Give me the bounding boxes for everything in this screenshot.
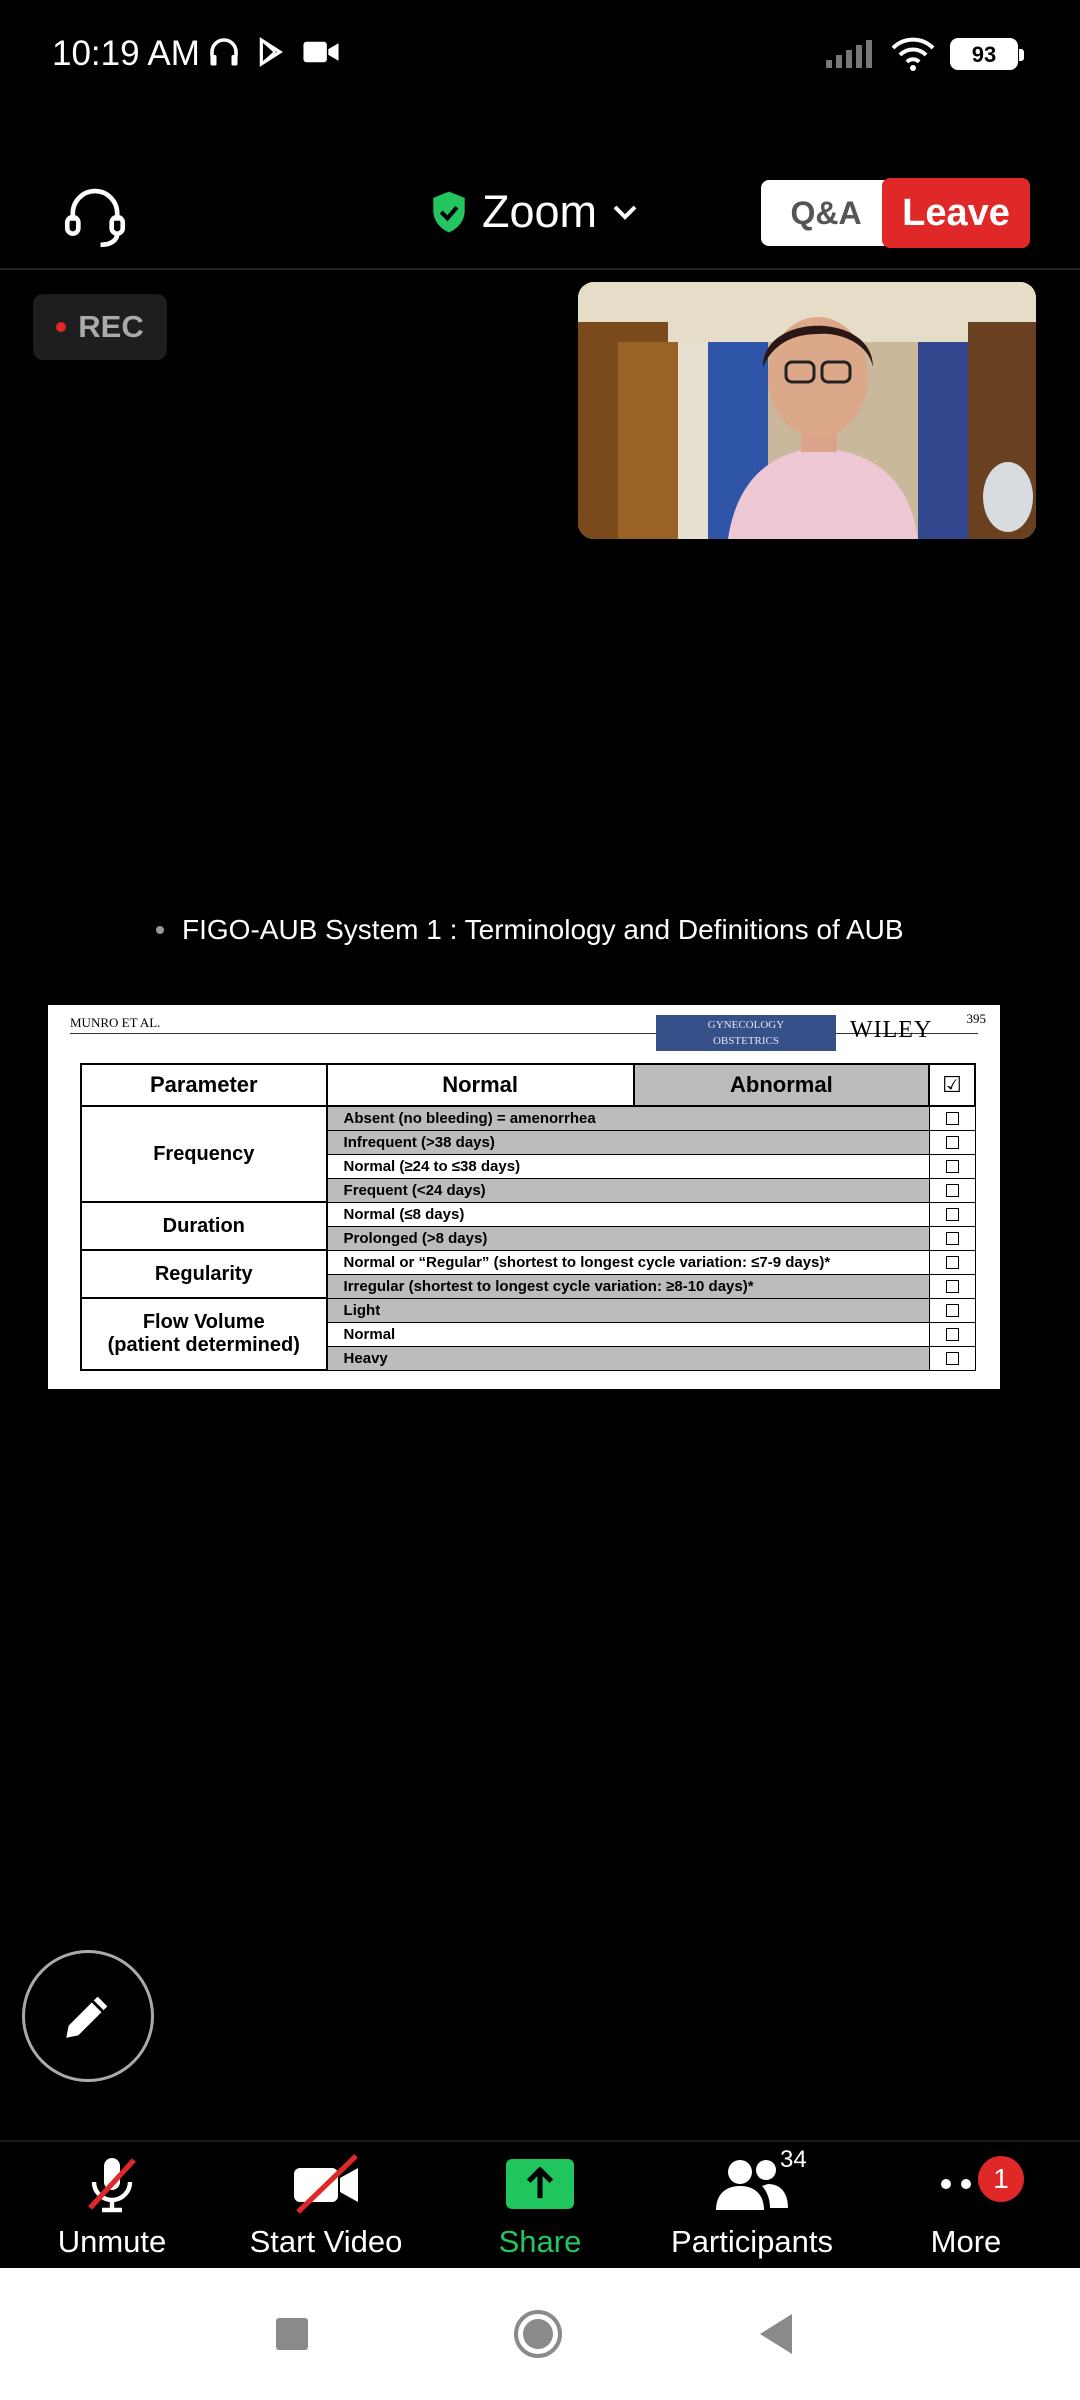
battery-icon — [950, 38, 1018, 70]
slide-bullet-point — [156, 914, 904, 946]
checkbox-cell — [929, 1298, 975, 1322]
journal-line-2: OBSTETRICS — [712, 1035, 779, 1047]
definition-cell: Normal (≥24 to ≤38 days) — [327, 1154, 930, 1178]
table-row — [81, 1298, 975, 1322]
participant-video-image — [578, 282, 1036, 539]
more-button[interactable] — [866, 2152, 1066, 2260]
table-header-row — [81, 1064, 975, 1106]
checkbox-cell — [929, 1178, 975, 1202]
start-video-label: Start Video — [249, 2224, 403, 2259]
participants-label: Participants — [671, 2224, 833, 2259]
checkbox-cell — [929, 1346, 975, 1370]
definition-cell: Normal (≤8 days) — [327, 1202, 930, 1226]
checkbox-icon — [946, 1352, 959, 1365]
checkbox-cell — [929, 1154, 975, 1178]
recording-badge[interactable] — [33, 294, 167, 360]
parameter-cell: Frequency — [81, 1106, 327, 1202]
journal-logo — [656, 1015, 836, 1051]
meeting-toolbar — [0, 2140, 1080, 2268]
checkbox-icon — [946, 1328, 959, 1341]
header-parameter: Parameter — [81, 1064, 327, 1106]
checkbox-cell — [929, 1130, 975, 1154]
definition-cell: Irregular (shortest to longest cycle variation: ≥8-10 days)* — [327, 1274, 930, 1298]
microphone-muted-icon — [80, 2152, 144, 2216]
parameter-cell: Duration — [81, 1202, 327, 1250]
definition-cell: Normal — [327, 1322, 930, 1346]
header-normal: Normal — [327, 1064, 634, 1106]
audio-headset-button[interactable] — [58, 180, 132, 254]
checkbox-icon — [946, 1136, 959, 1149]
unmute-label: Unmute — [57, 2224, 167, 2259]
chevron-down-icon — [611, 202, 639, 222]
status-time: 10:19 AM — [52, 34, 200, 73]
definition-cell: Prolonged (>8 days) — [327, 1226, 930, 1250]
table-row — [81, 1250, 975, 1274]
checkbox-cell — [929, 1250, 975, 1274]
document-author: MUNRO ET AL. — [70, 1015, 161, 1030]
record-dot-icon — [56, 322, 66, 332]
definition-cell: Normal or “Regular” (shortest to longest cycle variation: ≤7-9 days)* — [327, 1250, 930, 1274]
table-body — [81, 1106, 975, 1370]
parameter-cell: Flow Volume (patient determined) — [81, 1298, 327, 1370]
start-video-button[interactable] — [226, 2152, 426, 2260]
checkbox-icon — [946, 1160, 959, 1173]
back-icon[interactable] — [758, 2312, 794, 2356]
shared-document — [48, 1005, 1000, 1389]
signal-icon — [824, 38, 876, 70]
video-off-icon — [289, 2152, 363, 2216]
arrow-up-icon — [525, 2167, 555, 2201]
header-abnormal: Abnormal — [634, 1064, 929, 1106]
meeting-title: Zoom — [482, 186, 598, 237]
parameter-cell: Regularity — [81, 1250, 327, 1298]
shield-check-icon — [430, 190, 468, 234]
publisher-logo: WILEY — [850, 1017, 933, 1043]
header-checkbox: ☑ — [929, 1064, 975, 1106]
checkbox-cell — [929, 1106, 975, 1130]
pencil-icon — [59, 1987, 117, 2045]
meeting-top-bar — [0, 170, 1080, 270]
recording-label: REC — [78, 309, 144, 344]
checkbox-icon — [946, 1304, 959, 1317]
headphones-icon — [206, 34, 242, 70]
play-store-icon — [256, 36, 288, 68]
page-number: 395 — [966, 1011, 986, 1026]
unmute-button[interactable] — [12, 2152, 212, 2260]
checkbox-icon — [946, 1112, 959, 1125]
aub-terminology-table — [80, 1063, 976, 1371]
more-label: More — [930, 2224, 1002, 2259]
wifi-icon — [890, 36, 936, 72]
leave-button[interactable]: Leave — [882, 178, 1030, 248]
bullet-dot-icon — [156, 926, 164, 934]
checkbox-icon — [946, 1232, 959, 1245]
definition-cell: Infrequent (>38 days) — [327, 1130, 930, 1154]
video-icon — [302, 37, 340, 67]
headset-icon — [58, 180, 132, 254]
annotate-button[interactable] — [22, 1950, 154, 2082]
definition-cell: Frequent (<24 days) — [327, 1178, 930, 1202]
slide-heading: FIGO-AUB System 1 : Terminology and Definitions of AUB — [182, 914, 904, 945]
definition-cell: Absent (no bleeding) = amenorrhea — [327, 1106, 930, 1130]
battery-level: 93 — [971, 42, 997, 67]
checkbox-cell — [929, 1322, 975, 1346]
qa-button[interactable]: Q&A — [761, 180, 891, 246]
definition-cell: Heavy — [327, 1346, 930, 1370]
table-row — [81, 1202, 975, 1226]
checkbox-icon — [946, 1280, 959, 1293]
table-row — [81, 1106, 975, 1130]
header-rule — [70, 1033, 978, 1034]
share-button[interactable] — [440, 2152, 640, 2260]
checkbox-cell — [929, 1274, 975, 1298]
checkbox-icon — [946, 1208, 959, 1221]
home-icon[interactable] — [512, 2308, 564, 2360]
definition-cell: Light — [327, 1298, 930, 1322]
checkbox-cell — [929, 1226, 975, 1250]
status-bar — [0, 0, 1080, 110]
checkbox-icon — [946, 1256, 959, 1269]
participants-count: 34 — [780, 2146, 807, 2173]
meeting-title-dropdown[interactable] — [430, 186, 639, 238]
share-label: Share — [498, 2224, 582, 2259]
journal-line-1: GYNECOLOGY — [707, 1019, 785, 1031]
participants-icon — [714, 2156, 790, 2212]
more-notification-badge: 1 — [978, 2156, 1024, 2202]
system-navigation-bar — [0, 2268, 1080, 2400]
share-icon — [506, 2159, 574, 2209]
checkbox-cell — [929, 1202, 975, 1226]
participant-video-thumbnail[interactable] — [578, 282, 1036, 539]
participants-button[interactable] — [652, 2146, 852, 2260]
checkbox-icon — [946, 1184, 959, 1197]
recents-icon[interactable] — [274, 2316, 310, 2352]
